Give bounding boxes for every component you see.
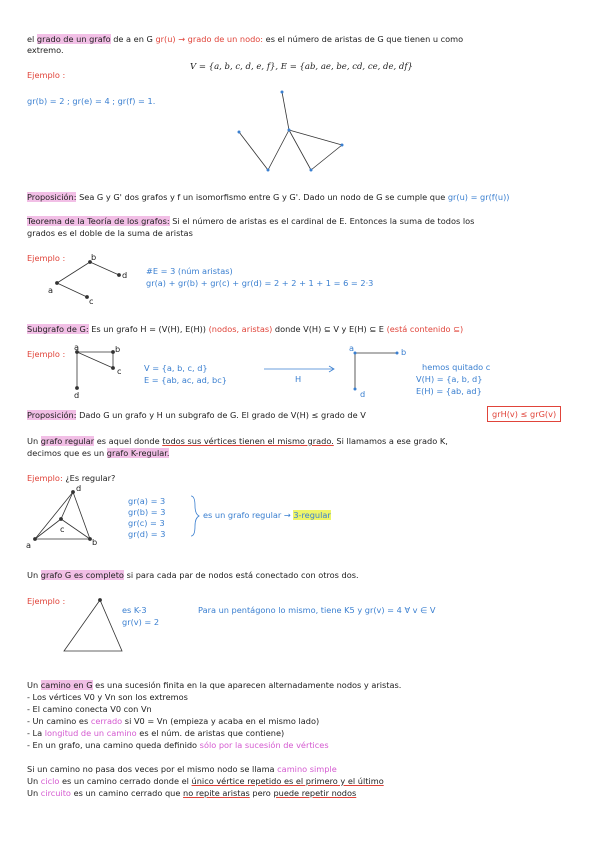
vertex-set: V = {a, b, c, d} — [144, 363, 208, 373]
node-label-d: d — [76, 483, 82, 493]
degree-d: gr(d) = 3 — [128, 529, 166, 539]
regular-conclusion — [203, 510, 331, 520]
simple-path-line — [27, 764, 337, 774]
term-grafo-regular: grafo regular — [40, 436, 95, 446]
term-grado-de-un-grafo: grado de un grafo — [36, 34, 111, 44]
node-label-d: d — [74, 390, 80, 400]
note-red: (nodos, aristas) — [208, 324, 273, 334]
underlined-text: no repite aristas — [183, 788, 250, 798]
text: Un — [27, 436, 39, 446]
node-label-a: a — [26, 540, 32, 550]
node-label-a: a — [74, 342, 80, 352]
term-3-regular: 3-regular — [293, 510, 331, 520]
regular-definition-2 — [27, 448, 169, 458]
path-definition — [27, 680, 401, 690]
note: hemos quitado c — [422, 362, 491, 372]
text: Si llamamos a ese grado K, — [336, 436, 448, 446]
text: es una sucesión finita en la que aparecen alternadamente nodos y aristas. — [95, 680, 402, 690]
degree-a: gr(a) = 3 — [128, 496, 166, 506]
subgraph-edge-set: E(H) = {ab, ad} — [416, 386, 482, 396]
bullet-1: - Los vértices V0 y Vn son los extremos — [27, 692, 188, 702]
theorem-line-1 — [27, 216, 474, 226]
theorem-line-2: grados es el doble de la suma de aristas — [27, 228, 193, 238]
term-sucesion: sólo por la sucesión de vértices — [199, 740, 329, 750]
text: Sea G y G' dos grafos y f un isomorfismo entre G y G'. Dado un nodo de G se cumple que — [79, 192, 446, 202]
regular-example-line — [27, 473, 115, 483]
degree-c: gr(c) = 3 — [128, 518, 165, 528]
text: Un — [27, 570, 39, 580]
example-graph-h — [354, 352, 399, 391]
node-label-b: b — [91, 252, 97, 262]
text: Si un camino no pasa dos veces por el mismo nodo se llama — [27, 764, 275, 774]
cycle-line — [27, 776, 384, 786]
regular-definition-1 — [27, 436, 448, 446]
text: donde V(H) ⊆ V y E(H) ⊆ E — [274, 324, 384, 334]
circuit-line — [27, 788, 356, 798]
edge-set: E = {ab, ac, ad, bc} — [144, 375, 227, 385]
note-red: (está contenido ⊆) — [386, 324, 464, 334]
text: decimos que es un — [27, 448, 105, 458]
text: de a en G — [113, 34, 153, 44]
node-label-c: c — [60, 524, 65, 534]
bullet-3 — [27, 716, 319, 726]
underlined-text: único vértice repetido es el primero y el último — [191, 776, 384, 786]
example-label: Ejemplo: — [27, 473, 63, 483]
question: ¿Es regular? — [65, 473, 116, 483]
node-label-b: b — [401, 347, 407, 357]
k3-note: es K-3 — [122, 605, 147, 615]
text: es aquel donde — [96, 436, 160, 446]
text: Un — [27, 680, 39, 690]
node-label-c: c — [89, 296, 94, 306]
underlined-text: puede repetir nodos — [273, 788, 357, 798]
boxed-formula: grH(v) ≤ grG(v) — [487, 406, 561, 422]
bullet-4 — [27, 728, 284, 738]
arrow-label: H — [295, 374, 302, 384]
node-label-b: b — [115, 344, 121, 354]
proposition-label: Proposición: — [27, 192, 77, 202]
edge-count: #E = 3 (núm aristas) — [146, 266, 233, 276]
degree-b: gr(b) = 3 — [128, 507, 166, 517]
term-grafo-completo: grafo G es completo — [40, 570, 124, 580]
node-label-b: b — [92, 537, 98, 547]
node-label-d: d — [360, 389, 366, 399]
text: Un — [27, 788, 39, 798]
term-k-regular: grafo K-regular. — [106, 448, 170, 458]
theorem-label: Teorema de la Teoría de los grafos: — [27, 216, 170, 226]
term-camino: camino en G — [40, 680, 93, 690]
text: pero — [252, 788, 271, 798]
term-ciclo: ciclo — [40, 776, 60, 786]
subgraph-arrow — [264, 366, 334, 372]
example-graph-2 — [56, 261, 121, 299]
grado-nodo-notation: gr(u) → grado de un nodo: — [155, 34, 264, 44]
text: es un camino cerrado que — [73, 788, 181, 798]
proposition-1 — [27, 192, 509, 202]
degree-sum: gr(a) + gr(b) + gr(c) + gr(d) = 2 + 2 + 1 + 1 = 6 = 2·3 — [146, 278, 374, 288]
text: - En un grafo, una camino queda definido — [27, 740, 198, 750]
node-label-d: d — [122, 270, 128, 280]
proposition-label: Proposición: — [27, 410, 77, 420]
degree-note: gr(v) = 2 — [122, 617, 160, 627]
example-graph-1 — [238, 91, 344, 172]
text: Es un grafo H = (V(H), E(H)) — [91, 324, 206, 334]
proposition-2 — [27, 410, 366, 420]
term-circuito: circuito — [40, 788, 71, 798]
subgraph-label: Subgrafo de G: — [27, 324, 89, 334]
term-camino-simple: camino simple — [277, 764, 337, 774]
text: es un grafo regular → — [203, 510, 291, 520]
example-label: Ejemplo : — [27, 70, 66, 80]
degree-values: gr(b) = 2 ; gr(e) = 4 ; gr(f) = 1. — [27, 96, 156, 106]
text: si para cada par de nodos está conectado con otros dos. — [126, 570, 359, 580]
node-label-c: c — [117, 366, 122, 376]
equation: gr(u) = gr(f(u)) — [447, 192, 510, 202]
brace — [191, 496, 199, 536]
example-label: Ejemplo : — [27, 349, 66, 359]
text: es el número de aristas de G que tienen u como — [265, 34, 464, 44]
text: Si el número de aristas es el cardinal de E. Entonces la suma de todos los — [172, 216, 475, 226]
text: es un camino cerrado donde el — [61, 776, 189, 786]
text: extremo. — [27, 45, 64, 55]
node-label-a: a — [48, 285, 54, 295]
text: el — [27, 34, 35, 44]
example-label: Ejemplo : — [27, 253, 66, 263]
pentagon-note: Para un pentágono lo mismo, tiene K5 y gr(v) = 4 ∀ v ∈ V — [198, 605, 436, 615]
complete-definition — [27, 570, 359, 580]
text: - La — [27, 728, 43, 738]
text: Dado G un grafo y H un subgrafo de G. El grado de V(H) ≤ grado de V — [79, 410, 366, 420]
text: Un — [27, 776, 39, 786]
example-graph-3 — [76, 351, 115, 390]
bullet-5 — [27, 740, 329, 750]
example-label: Ejemplo : — [27, 596, 66, 606]
bullet-2: - El camino conecta V0 con Vn — [27, 704, 152, 714]
text: - Un camino es — [27, 716, 89, 726]
term-longitud: longitud de un camino — [44, 728, 137, 738]
term-cerrado: cerrado — [90, 716, 123, 726]
node-label-a: a — [349, 343, 355, 353]
example-graph-complete — [64, 599, 122, 652]
text: si V0 = Vn (empieza y acaba en el mismo lado) — [124, 716, 320, 726]
graph-sets: V = {a, b, c, d, e, f}, E = {ab, ae, be, cd, ce, de, df} — [190, 62, 413, 72]
text: es el núm. de aristas que contiene) — [139, 728, 285, 738]
underlined-text: todos sus vértices tienen el mismo grado. — [162, 436, 334, 446]
subgraph-definition — [27, 324, 463, 334]
subgraph-vertex-set: V(H) = {a, b, d} — [416, 374, 483, 384]
